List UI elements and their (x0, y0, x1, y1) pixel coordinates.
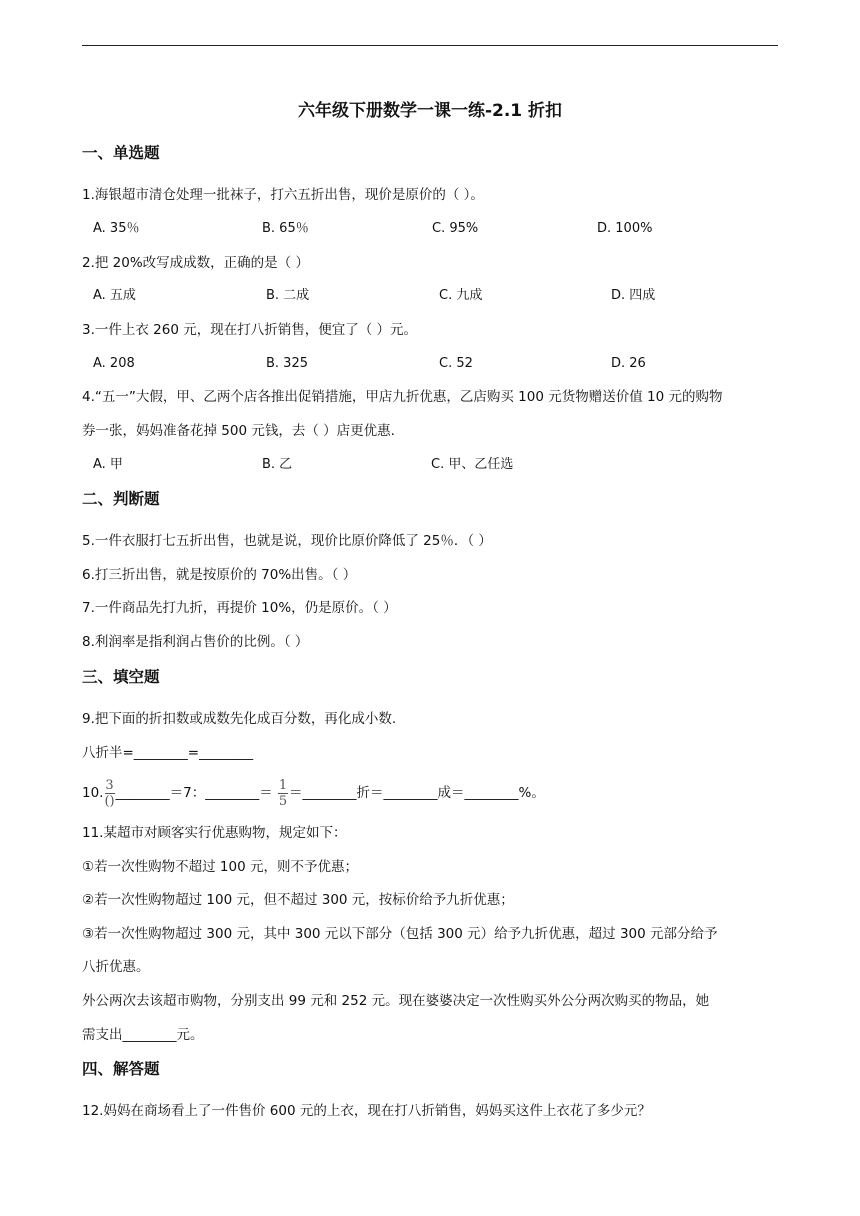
question-10 (82, 776, 545, 810)
q11-question-line1: 外公两次去该超市购物，分别支出 99 元和 252 元。现在婆婆决定一次性购买外公分两次购买的物品，她 (82, 993, 710, 1009)
question-4-stem-line1: 4.“五一”大假，甲、乙两个店各推出促销措施，甲店九折优惠，乙店购买 100 元货物赠送价值 10 元的购物 (82, 389, 723, 405)
question-2-stem: 2.把 20%改写成成数，正确的是（ ） (82, 255, 309, 271)
q10-frac2-denominator: 5 (278, 793, 288, 809)
q4-option-c[interactable]: C. 甲、乙任选 (431, 457, 514, 472)
question-1-stem: 1.海银超市清仓处理一批袜子，打六五折出售，现价是原价的（ ）。 (82, 187, 484, 203)
section-heading-solve: 四、解答题 (82, 1060, 160, 1078)
question-9-stem: 9.把下面的折扣数或成数先化成百分数，再化成小数. (82, 711, 397, 727)
section-heading-fill-blank: 三、填空题 (82, 668, 160, 686)
question-12: 12.妈妈在商场看上了一件售价 600 元的上衣，现在打八折销售，妈妈买这件上衣花了多少元？ (82, 1103, 651, 1119)
section-heading-single-choice: 一、单选题 (82, 144, 160, 162)
question-5: 5.一件衣服打七五折出售，也就是说，现价比原价降低了 25％．（ ） (82, 533, 492, 549)
q1-option-d[interactable]: D. 100% (597, 221, 653, 236)
header-rule (82, 45, 778, 46)
q10-part-2: ＝________折＝________成＝________%。 (289, 785, 545, 801)
q2-option-a[interactable]: A. 五成 (93, 288, 136, 303)
q3-option-b[interactable]: B. 325 (266, 356, 308, 371)
q11-rule-3-line1: ③若一次性购物超过 300 元，其中 300 元以下部分（包括 300 元）给予九折优惠，超过 300 元部分给予 (82, 926, 718, 942)
q1-option-c[interactable]: C. 95% (432, 221, 479, 236)
question-9-line: 八折半=________=________ (82, 745, 254, 761)
q10-frac1-denominator: () (104, 793, 115, 809)
q3-option-d[interactable]: D. 26 (611, 356, 646, 371)
q10-frac1-numerator: 3 (105, 777, 114, 793)
q3-option-c[interactable]: C. 52 (439, 356, 473, 371)
q11-rule-3-line2: 八折优惠。 (82, 959, 150, 975)
q10-prefix: 10. (82, 785, 104, 801)
q11-question-line2: 需支出________元。 (82, 1027, 204, 1043)
question-8: 8.利润率是指利润占售价的比例。（ ） (82, 634, 309, 650)
q11-rule-1: ①若一次性购物不超过 100 元，则不予优惠； (82, 859, 358, 875)
question-6: 6.打三折出售，就是按原价的 70%出售。（ ） (82, 567, 357, 583)
q11-rule-2: ②若一次性购物超过 100 元，但不超过 300 元，按标价给予九折优惠； (82, 892, 514, 908)
question-7: 7.一件商品先打九折，再提价 10%，仍是原价。（ ） (82, 600, 397, 616)
q10-part-1: ________＝7：________＝ (115, 785, 273, 801)
q1-option-a[interactable]: A. 35％ (93, 221, 140, 236)
q4-option-b[interactable]: B. 乙 (262, 457, 293, 472)
q10-fraction-2 (278, 779, 288, 808)
q2-option-b[interactable]: B. 二成 (266, 288, 310, 303)
question-4-stem-line2: 券一张，妈妈准备花掉 500 元钱，去（ ）店更优惠. (82, 423, 395, 439)
q1-option-b[interactable]: B. 65％ (262, 221, 309, 236)
section-heading-true-false: 二、判断题 (82, 490, 160, 508)
q3-option-a[interactable]: A. 208 (93, 356, 135, 371)
question-3-stem: 3.一件上衣 260 元，现在打八折销售，便宜了（ ）元。 (82, 322, 418, 338)
page-title: 六年级下册数学一课一练-2.1 折扣 (297, 101, 563, 121)
q10-fraction-1 (104, 779, 114, 808)
q10-frac2-numerator: 1 (278, 777, 288, 793)
q2-option-c[interactable]: C. 九成 (439, 288, 483, 303)
q2-option-d[interactable]: D. 四成 (611, 288, 656, 303)
q4-option-a[interactable]: A. 甲 (93, 457, 123, 472)
question-11-stem: 11.某超市对顾客实行优惠购物，规定如下： (82, 825, 347, 841)
